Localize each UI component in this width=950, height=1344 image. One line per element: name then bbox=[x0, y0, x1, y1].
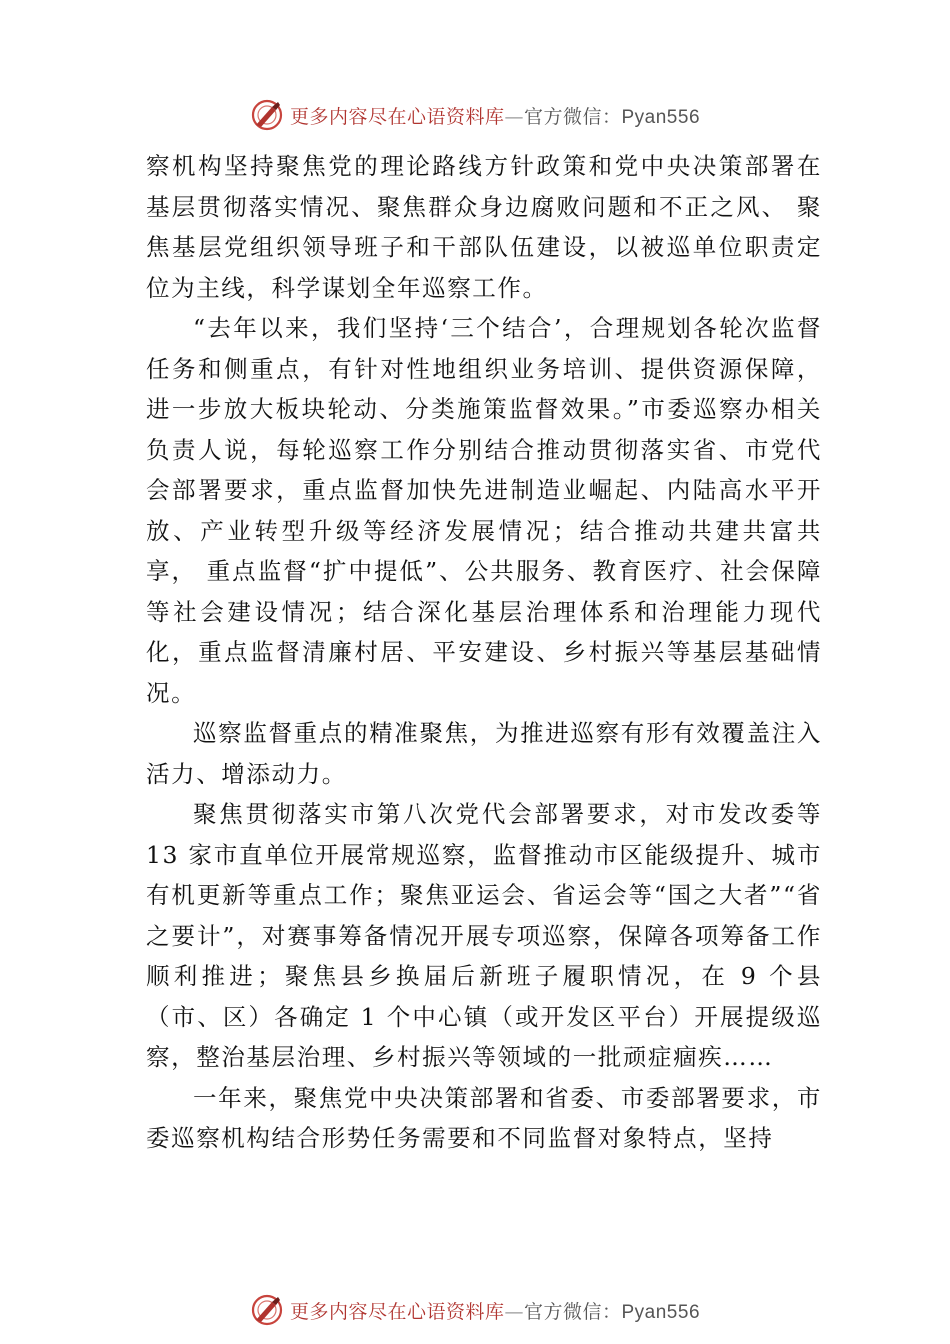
banner-text bbox=[290, 102, 700, 129]
paragraph-3: 巡察监督重点的精准聚焦，为推进巡察有形有效覆盖注入活力、增添动力。 bbox=[146, 719, 822, 788]
banner-separator: — bbox=[504, 105, 524, 128]
banner-sub: 官方微信： bbox=[523, 1300, 622, 1323]
paragraph-4: 聚焦贯彻落实市第八次党代会部署要求，对市发改委等 13 家市直单位开展常规巡察，监督推动市区能级提升、城市有机更新等重点工作；聚焦亚运会、省运会等“国之大者”“省之要计”，对赛事筹备情况开展专项巡察，保障各项筹备工作顺利推进；聚焦县乡换届后新班子履职情况，在 9 个县（市、区）各确定 1 个中心镇（或开发区平台）开展提级巡察，整治基层治理、乡村振兴等领域的一批顽症痼疾…… bbox=[146, 800, 822, 1071]
banner-separator: — bbox=[504, 1300, 524, 1323]
logo-icon bbox=[250, 1293, 284, 1327]
document-body bbox=[146, 146, 822, 1159]
banner-main: 更多内容尽在心语资料库 bbox=[289, 105, 505, 128]
banner-code: Pyan556 bbox=[621, 106, 701, 128]
logo-icon bbox=[250, 98, 284, 132]
banner-text bbox=[290, 1297, 700, 1324]
paragraph-1: 察机构坚持聚焦党的理论路线方针政策和党中央决策部署在基层贯彻落实情况、聚焦群众身边腐败问题和不正之风、 聚焦基层党组织领导班子和干部队伍建设，以被巡单位职责定位为主线，科学谋划全年巡察工作。 bbox=[146, 152, 822, 302]
banner-code: Pyan556 bbox=[621, 1301, 701, 1323]
banner-main: 更多内容尽在心语资料库 bbox=[289, 1300, 505, 1323]
footer-banner bbox=[0, 1290, 950, 1330]
banner-sub: 官方微信： bbox=[523, 105, 622, 128]
paragraph-2: “去年以来，我们坚持‘三个结合’，合理规划各轮次监督任务和侧重点，有针对性地组织业务培训、提供资源保障，进一步放大板块轮动、分类施策监督效果。”市委巡察办相关负责人说，每轮巡察工作分别结合推动贯彻落实省、市党代会部署要求，重点监督加快先进制造业崛起、内陆高水平开放、产业转型升级等经济发展情况；结合推动共建共富共享， 重点监督“扩中提低”、公共服务、教育医疗、社会保障等社会建设情况；结合深化基层治理体系和治理能力现代化，重点监督清廉村居、平安建设、乡村振兴等基层基础情况。 bbox=[146, 314, 822, 707]
paragraph-5: 一年来，聚焦党中央决策部署和省委、市委部署要求，市委巡察机构结合形势任务需要和不同监督对象特点，坚持 bbox=[146, 1083, 822, 1152]
header-banner bbox=[0, 95, 950, 135]
